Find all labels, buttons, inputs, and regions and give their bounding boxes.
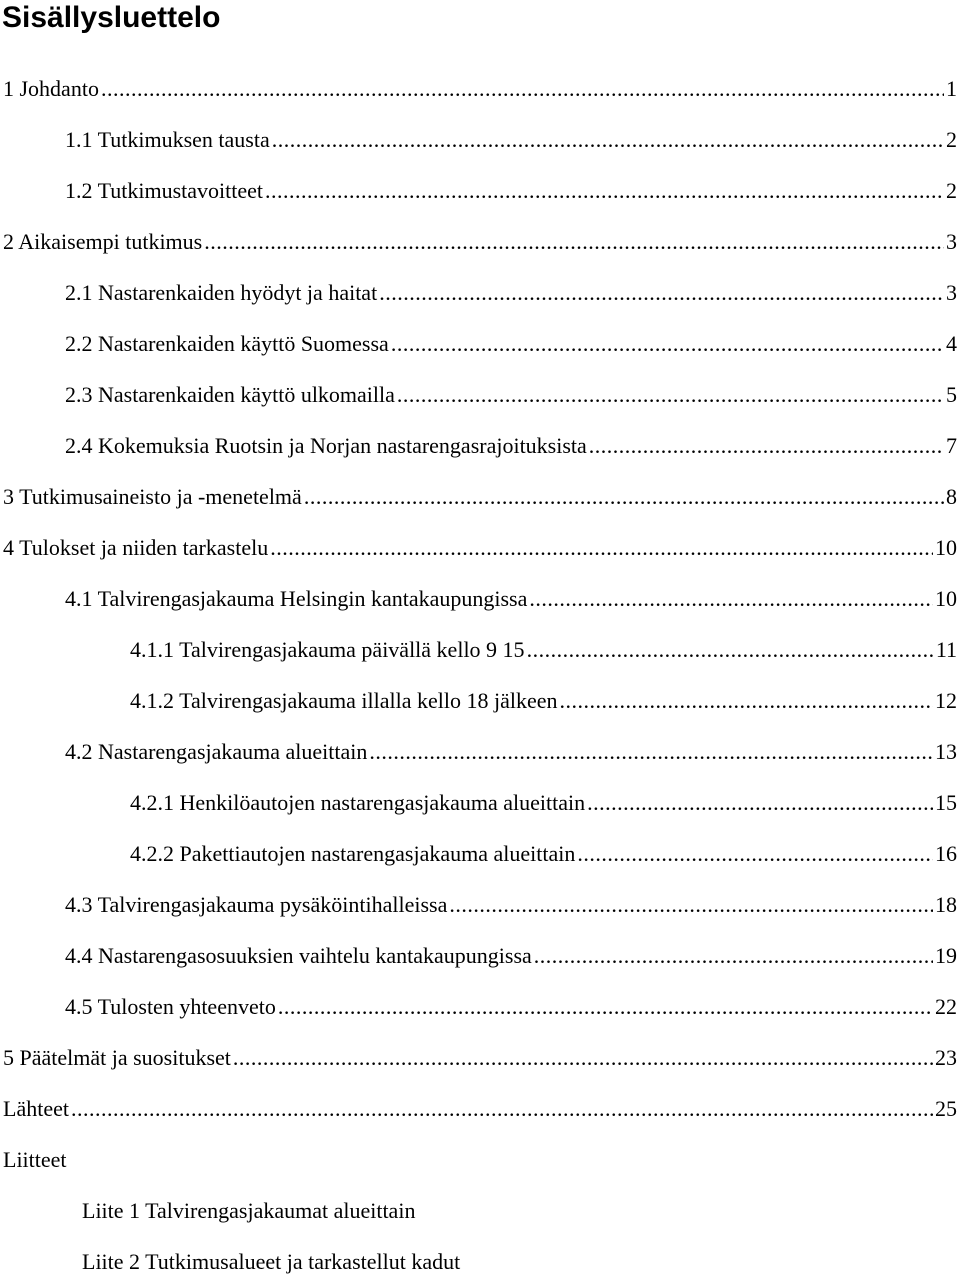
table-of-contents [0,63,960,1287]
toc-entry [0,471,960,522]
toc-entry [0,267,960,318]
toc-entry-title: 4.4 Nastarengasosuuksien vaihtelu kantakaupungissa [65,943,532,968]
toc-entry [0,1083,960,1134]
toc-page-number: 15 [935,790,957,815]
dot-leader [449,879,933,930]
toc-page-number: 4 [946,331,957,356]
toc-entry-title: 4.2.2 Pakettiautojen nastarengasjakauma alueittain [130,841,576,866]
toc-entry [0,726,960,777]
toc-entry-title: 2.3 Nastarenkaiden käyttö ulkomailla [65,382,395,407]
dot-leader [204,216,944,267]
toc-entry [0,318,960,369]
dot-leader [379,267,944,318]
toc-page-number: 8 [946,484,957,509]
dot-leader [369,726,933,777]
dot-leader [527,624,934,675]
toc-page-number: 23 [935,1045,957,1070]
dot-leader [587,777,933,828]
toc-page-number: 12 [935,688,957,713]
toc-entry-title: 4.2 Nastarengasjakauma alueittain [65,739,368,764]
toc-entry [0,165,960,216]
toc-page-number: 3 [946,280,957,305]
toc-entry-title: 2.1 Nastarenkaiden hyödyt ja haitat [65,280,378,305]
toc-entry [0,420,960,471]
dot-leader [272,114,944,165]
toc-page-number: 25 [935,1096,957,1121]
toc-entry [0,216,960,267]
dot-leader [304,471,944,522]
toc-page-number: 2 [946,178,957,203]
dot-leader [391,318,944,369]
dot-leader [397,369,944,420]
toc-page-number: 13 [935,739,957,764]
toc-entry [0,369,960,420]
toc-entry-title: 2.4 Kokemuksia Ruotsin ja Norjan nastarengasrajoituksista [65,433,587,458]
toc-entry-title: 4.1.2 Talvirengasjakauma illalla kello 18 jälkeen [130,688,558,713]
dot-leader [577,828,933,879]
page-title: Sisällysluettelo [2,1,221,34]
toc-entry [0,1032,960,1083]
toc-entry-title: 4.2.1 Henkilöautojen nastarengasjakauma alueittain [130,790,586,815]
toc-entry-title: 3 Tutkimusaineisto ja -menetelmä [3,484,302,509]
toc-entry [0,63,960,114]
dot-leader [270,522,933,573]
dot-leader [278,981,933,1032]
toc-entry [0,828,960,879]
toc-page-number: 2 [946,127,957,152]
toc-entry-title: Liitteet [3,1147,67,1172]
toc-page-number: 22 [935,994,957,1019]
toc-entry [0,573,960,624]
toc-entry-title: 1.2 Tutkimustavoitteet [65,178,264,203]
toc-entry-title: 2.2 Nastarenkaiden käyttö Suomessa [65,331,389,356]
toc-entry [0,1236,960,1287]
toc-entry [0,981,960,1032]
dot-leader [534,930,933,981]
toc-entry-title: 1.1 Tutkimuksen tausta [65,127,270,152]
dot-leader [560,675,933,726]
toc-entry-title: Liite 1 Talvirengasjakaumat alueittain [82,1198,416,1223]
toc-page-number: 10 [935,586,957,611]
toc-entry [0,675,960,726]
toc-page-number: 18 [935,892,957,917]
toc-entry [0,1185,960,1236]
toc-entry-title: 2 Aikaisempi tutkimus [3,229,203,254]
dot-leader [101,63,944,114]
toc-entry-title: 5 Päätelmät ja suositukset [3,1045,231,1070]
dot-leader [71,1083,933,1134]
toc-page-number: 19 [935,943,957,968]
dot-leader [529,573,933,624]
dot-leader [265,165,944,216]
toc-entry-title: 1 Johdanto [3,76,99,101]
toc-entry-title: Lähteet [3,1096,69,1121]
dot-leader [233,1032,933,1083]
toc-entry [0,930,960,981]
toc-page-number: 16 [935,841,957,866]
toc-entry [0,114,960,165]
toc-entry-title: 4.1.1 Talvirengasjakauma päivällä kello 9 15 [130,637,525,662]
toc-page-number: 5 [946,382,957,407]
toc-entry-title: 4.3 Talvirengasjakauma pysäköintihalleissa [65,892,448,917]
toc-page-number: 10 [935,535,957,560]
toc-entry-title: 4.5 Tulosten yhteenveto [65,994,276,1019]
toc-entry [0,879,960,930]
toc-entry-title: Liite 2 Tutkimusalueet ja tarkastellut kadut [82,1249,461,1274]
dot-leader [589,420,944,471]
toc-page-number: 3 [946,229,957,254]
toc-page-number: 7 [946,433,957,458]
toc-entry-title: 4 Tulokset ja niiden tarkastelu [3,535,269,560]
toc-entry [0,777,960,828]
toc-entry [0,624,960,675]
toc-page-number: 1 [946,76,957,101]
toc-page-number: 11 [935,637,957,662]
toc-entry [0,1134,960,1185]
toc-entry [0,522,960,573]
toc-entry-title: 4.1 Talvirengasjakauma Helsingin kantakaupungissa [65,586,528,611]
